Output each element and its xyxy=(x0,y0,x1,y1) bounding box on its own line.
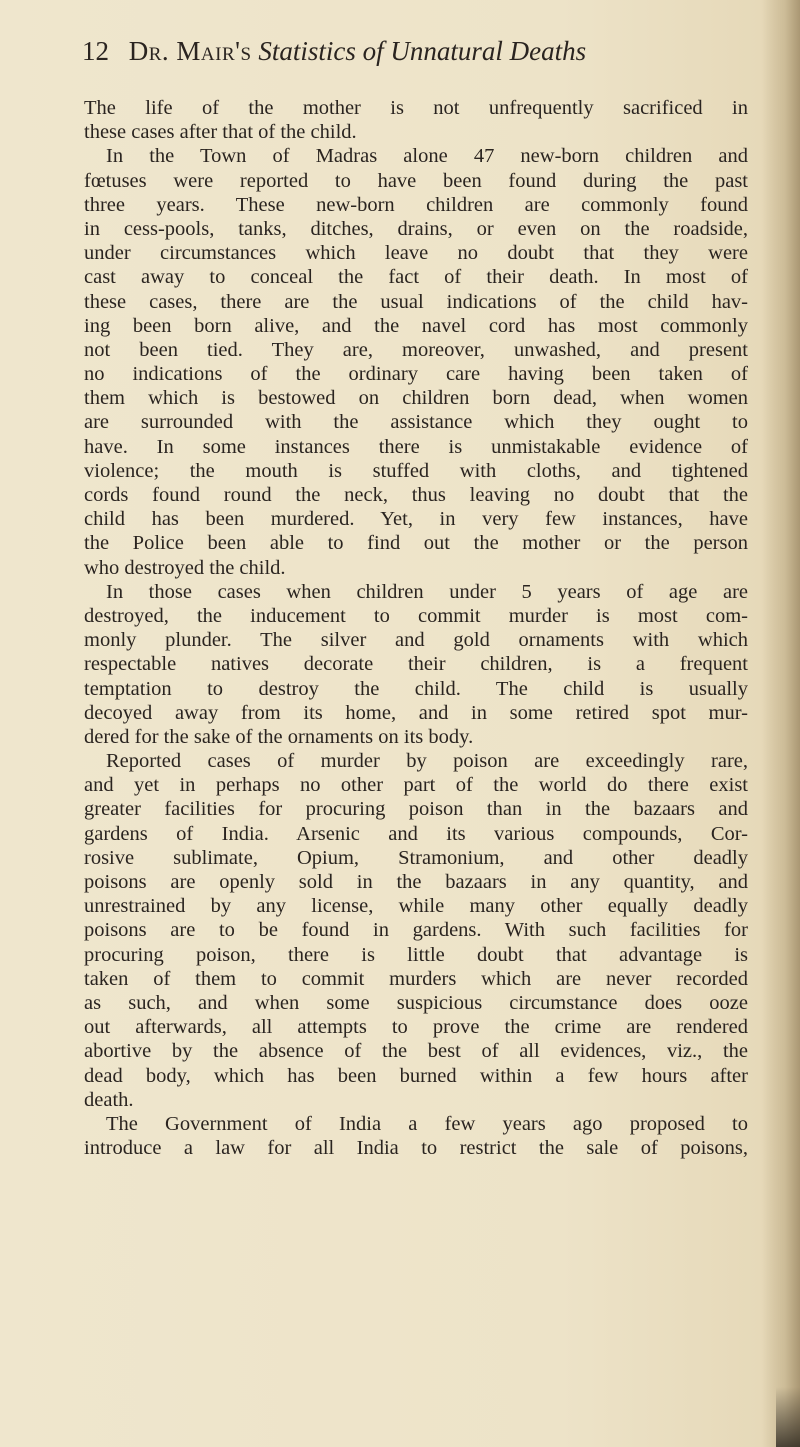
text-line: them which is bestowed on children born dead, when women xyxy=(84,387,748,410)
page-edge-shadow xyxy=(762,0,800,1447)
text-line: In those cases when children under 5 years of age are xyxy=(106,580,748,603)
text-line: rosive sublimate, Opium, Stramonium, and other deadly xyxy=(84,846,748,869)
text-line: introduce a law for all India to restrict the sale of poisons, xyxy=(84,1137,748,1160)
text-line: poisons are openly sold in the bazaars in any quantity, and xyxy=(84,871,748,893)
running-head xyxy=(82,36,742,76)
text-line: monly plunder. The silver and gold ornaments with which xyxy=(84,629,748,652)
text-line: violence; the mouth is stuffed with cloths, and tightened xyxy=(84,459,748,482)
text-line: decoyed away from its home, and in some retired spot mur- xyxy=(84,701,748,724)
text-line: fœtuses were reported to have been found during the past xyxy=(84,169,748,192)
text-line: The life of the mother is not unfrequently sacrificed in xyxy=(84,97,748,119)
text-line: dead body, which has been burned within a few hours after xyxy=(84,1064,748,1087)
text-line: temptation to destroy the child. The child is usually xyxy=(84,677,748,700)
text-line: are surrounded with the assistance which they ought to xyxy=(84,411,748,434)
text-line: Reported cases of murder by poison are exceedingly rare, xyxy=(106,750,748,773)
text-line: child has been murdered. Yet, in very few instances, have xyxy=(84,508,748,531)
text-line: cast away to conceal the fact of their death. In most of xyxy=(84,266,748,289)
paragraph xyxy=(84,580,748,749)
text-line: unrestrained by any license, while many other equally deadly xyxy=(84,895,748,918)
paragraph xyxy=(84,144,748,579)
text-line: poisons are to be found in gardens. With such facilities for xyxy=(84,919,748,942)
text-line: respectable natives decorate their children, is a frequent xyxy=(84,653,748,676)
text-line: have. In some instances there is unmistakable evidence of xyxy=(84,435,748,458)
text-line: these cases, there are the usual indications of the child hav- xyxy=(84,290,748,313)
page-number: 12 xyxy=(82,36,109,66)
text-line: dered for the sake of the ornaments on its body. xyxy=(84,725,474,748)
text-line: procuring poison, there is little doubt that advantage is xyxy=(84,943,748,966)
text-line: the Police been able to find out the mother or the person xyxy=(84,532,748,555)
text-line: these cases after that of the child. xyxy=(84,121,357,144)
text-line: not been tied. They are, moreover, unwashed, and present xyxy=(84,338,748,361)
text-line: ing been born alive, and the navel cord has most commonly xyxy=(84,314,748,337)
text-line: In the Town of Madras alone 47 new-born children and xyxy=(106,145,748,168)
text-line: gardens of India. Arsenic and its various compounds, Cor- xyxy=(84,822,748,845)
text-line: as such, and when some suspicious circumstance does ooze xyxy=(84,991,748,1014)
text-line: out afterwards, all attempts to prove the crime are rendered xyxy=(84,1016,748,1039)
text-line: The Government of India a few years ago proposed to xyxy=(106,1112,748,1135)
running-head-author: Dr. Mair's xyxy=(128,36,252,66)
text-line: cords found round the neck, thus leaving no doubt that the xyxy=(84,484,748,506)
paragraph xyxy=(84,96,748,144)
text-line: no indications of the ordinary care having been taken of xyxy=(84,363,748,386)
text-line: death. xyxy=(84,1088,134,1111)
text-line: destroyed, the inducement to commit murder is most com- xyxy=(84,604,748,627)
text-line: in cess-pools, tanks, ditches, drains, or even on the roadside, xyxy=(84,217,748,240)
text-line: and yet in perhaps no other part of the world do there exist xyxy=(84,774,748,797)
text-line: taken of them to commit murders which are never recorded xyxy=(84,967,748,990)
text-line: who destroyed the child. xyxy=(84,556,286,579)
text-line: greater facilities for procuring poison than in the bazaars and xyxy=(84,798,748,821)
text-line: abortive by the absence of the best of all evidences, viz., the xyxy=(84,1040,748,1063)
body-text xyxy=(84,96,748,1160)
paragraph xyxy=(84,749,748,1112)
paragraph xyxy=(84,1112,748,1160)
text-line: three years. These new-born children are commonly found xyxy=(84,193,748,216)
page-corner-shadow xyxy=(776,1387,800,1447)
running-head-title: Statistics of Unnatural Deaths xyxy=(258,36,587,66)
text-line: under circumstances which leave no doubt that they were xyxy=(84,242,748,265)
